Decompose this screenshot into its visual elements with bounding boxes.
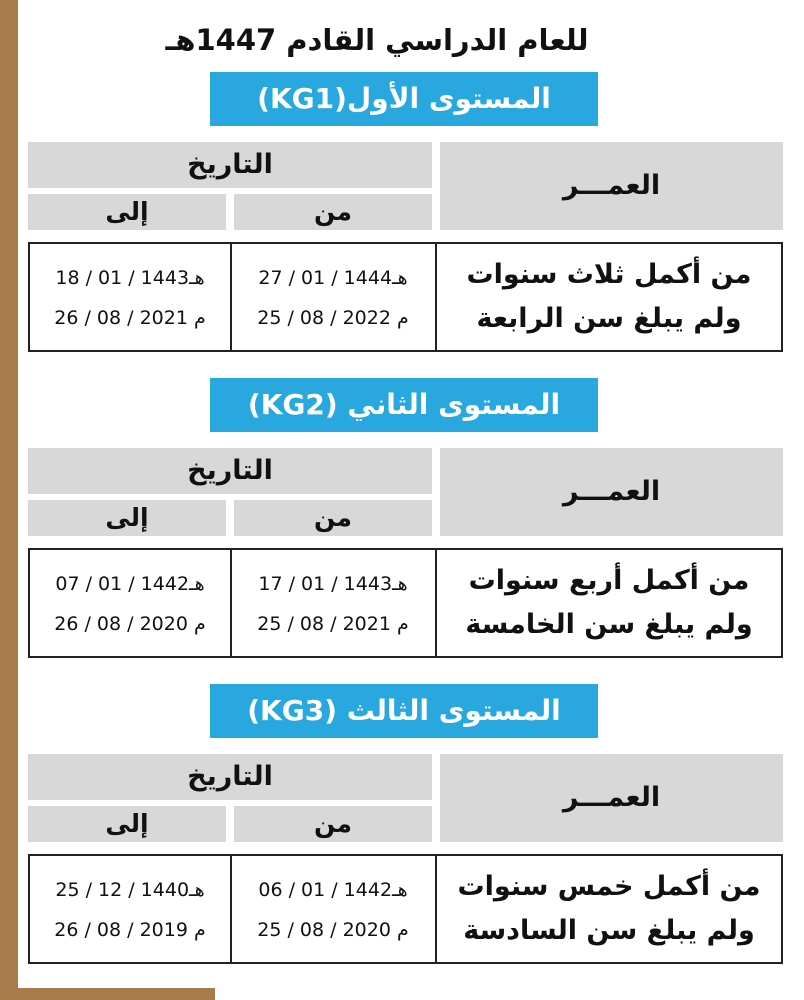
column-divider — [435, 856, 437, 962]
age-header: العمـــر — [440, 754, 783, 842]
left-decorative-border — [0, 0, 18, 1000]
column-divider — [435, 550, 437, 656]
from-header: من — [234, 806, 432, 842]
age-condition-line1: من أكمل أربع سنوات — [468, 565, 750, 596]
bottom-decorative-border — [0, 988, 215, 1000]
level-banner-kg1: المستوى الأول(KG1) — [210, 72, 598, 126]
age-condition-line2: ولم يبلغ سن الرابعة — [476, 303, 742, 334]
to-header: إلى — [28, 194, 226, 230]
date-header: التاريخ — [28, 754, 432, 800]
date-header: التاريخ — [28, 448, 432, 494]
level-data-row — [28, 548, 783, 658]
from-date-hijri: 17 / 01 / 1443هـ — [258, 573, 408, 595]
column-divider — [230, 244, 232, 350]
level-banner-kg3: المستوى الثالث (KG3) — [210, 684, 598, 738]
column-divider — [230, 550, 232, 656]
date-header: التاريخ — [28, 142, 432, 188]
to-date-gregorian: 26 / 08 / 2021 م — [54, 307, 206, 329]
to-date-gregorian: 26 / 08 / 2019 م — [54, 919, 206, 941]
from-date-gregorian: 25 / 08 / 2022 م — [257, 307, 409, 329]
to-header: إلى — [28, 806, 226, 842]
from-header: من — [234, 500, 432, 536]
level-data-row — [28, 854, 783, 964]
level-banner-kg2: المستوى الثاني (KG2) — [210, 378, 598, 432]
column-divider — [435, 244, 437, 350]
from-date-gregorian: 25 / 08 / 2020 م — [257, 919, 409, 941]
age-header: العمـــر — [440, 448, 783, 536]
age-header: العمـــر — [440, 142, 783, 230]
to-date-gregorian: 26 / 08 / 2020 م — [54, 613, 206, 635]
to-date-hijri: 07 / 01 / 1442هـ — [55, 573, 205, 595]
from-date-hijri: 27 / 01 / 1444هـ — [258, 267, 408, 289]
from-date-hijri: 06 / 01 / 1442هـ — [258, 879, 408, 901]
to-date-hijri: 18 / 01 / 1443هـ — [55, 267, 205, 289]
from-date-gregorian: 25 / 08 / 2021 م — [257, 613, 409, 635]
level-data-row — [28, 242, 783, 352]
age-condition-line2: ولم يبلغ سن السادسة — [463, 915, 755, 946]
page-title: للعام الدراسي القادم 1447هـ — [165, 23, 589, 57]
to-header: إلى — [28, 500, 226, 536]
to-date-hijri: 25 / 12 / 1440هـ — [55, 879, 205, 901]
age-condition-line1: من أكمل خمس سنوات — [457, 871, 761, 902]
column-divider — [230, 856, 232, 962]
age-condition-line2: ولم يبلغ سن الخامسة — [465, 609, 753, 640]
age-condition-line1: من أكمل ثلاث سنوات — [466, 259, 752, 290]
from-header: من — [234, 194, 432, 230]
